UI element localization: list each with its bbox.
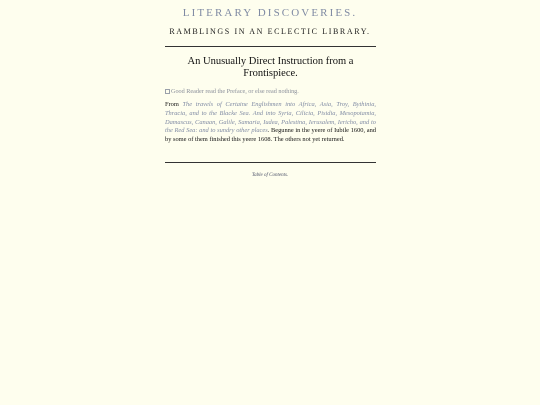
- broken-image-icon: [165, 89, 170, 94]
- table-of-contents-link[interactable]: Table of Contents.: [251, 173, 289, 178]
- bottom-divider: [165, 162, 376, 163]
- body-suffix: . Begunne in the yeere of Iubile 1600, and by some of them finished this yeere 1608. The others not yet returned.: [165, 127, 376, 144]
- frontispiece-image: [165, 87, 376, 96]
- site-subtitle: RAMBLINGS IN AN ECLECTIC LIBRARY.: [169, 27, 371, 36]
- table-of-contents-link-wrap: [0, 173, 540, 178]
- work-title: The travels of Certaine Englishmen into Africa, Asia, Troy, Bythinia, Thracia, and to the Blacke Sea. And into Syria, Cilicia, Pisidia, Mesopotamia, Damascus, Canaan, Galile, Samaria, Iudea, Palestina, Ierusalem, Iericho, and to the Red Sea: and to sundry other places: [165, 101, 376, 135]
- article-body: [165, 101, 376, 145]
- frontispiece-alt-text: Good Reader read the Preface, or else read nothing.: [171, 88, 299, 95]
- article-title: An Unusually Direct Instruction from a Frontispiece.: [187, 56, 354, 79]
- body-prefix: From: [165, 101, 183, 108]
- site-title[interactable]: LITERARY DISCOVERIES.: [182, 7, 358, 19]
- top-divider: [165, 46, 376, 47]
